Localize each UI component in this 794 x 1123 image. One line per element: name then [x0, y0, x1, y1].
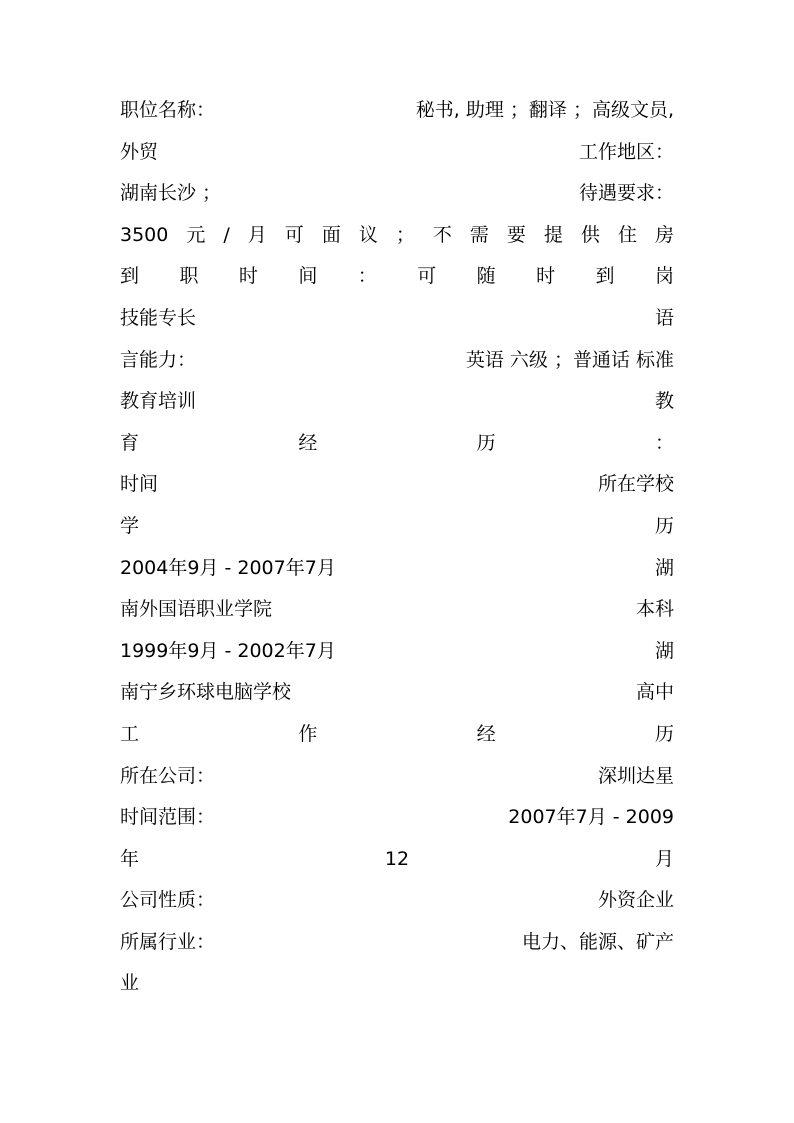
text-segment: 历 — [654, 514, 674, 537]
resume-text — [120, 90, 674, 1005]
text-segment: 外贸 — [120, 140, 159, 163]
text-line — [120, 381, 674, 423]
text-segment: 语 — [654, 306, 674, 329]
text-line — [120, 340, 674, 382]
text-segment: 间 — [298, 265, 318, 288]
text-segment: ： — [357, 265, 377, 288]
text-segment: 本科 — [635, 598, 674, 621]
text-segment: 到 — [120, 265, 140, 288]
text-segment: 所在学校 — [597, 473, 674, 496]
text-segment: 经 — [476, 722, 496, 745]
text-segment: 教育培训 — [120, 390, 197, 413]
text-line — [120, 506, 674, 548]
text-segment: 时 — [238, 265, 258, 288]
text-segment: 南宁乡环球电脑学校 — [120, 681, 292, 704]
text-line — [120, 839, 674, 881]
text-line — [120, 589, 674, 631]
text-segment: ； — [395, 223, 415, 246]
text-line — [120, 423, 674, 465]
text-line — [120, 132, 674, 174]
text-segment: 外资企业 — [597, 889, 674, 912]
text-segment: 可 — [284, 223, 304, 246]
text-line — [120, 963, 674, 1005]
text-line — [120, 631, 674, 673]
text-segment: 公司性质： — [120, 889, 216, 912]
text-line — [120, 298, 674, 340]
text-segment: 学 — [120, 514, 140, 537]
text-segment: 教 — [654, 390, 674, 413]
text-segment: 面 — [321, 223, 341, 246]
text-segment: 业 — [120, 972, 140, 995]
text-line — [120, 215, 674, 257]
text-line — [120, 256, 674, 298]
text-line — [120, 90, 674, 132]
text-line — [120, 173, 674, 215]
text-line — [120, 464, 674, 506]
text-segment: 待遇要求： — [578, 182, 674, 205]
text-segment: 月 — [654, 847, 674, 870]
text-segment: 住 — [617, 223, 637, 246]
text-segment: 元 — [186, 223, 206, 246]
text-segment: 所属行业： — [120, 930, 216, 953]
text-segment: 随 — [476, 265, 496, 288]
text-segment: 深圳达星 — [597, 764, 674, 787]
text-segment: 南外国语职业学院 — [120, 598, 273, 621]
text-segment: 到 — [595, 265, 615, 288]
text-segment: 高中 — [635, 681, 674, 704]
text-segment: 湖南长沙 ； — [120, 182, 222, 205]
text-segment: 年 — [120, 847, 140, 870]
text-segment: 工 — [120, 722, 140, 745]
text-segment: 历 — [476, 431, 496, 454]
text-segment: ： — [654, 431, 674, 454]
text-segment: 月 — [247, 223, 267, 246]
text-segment: 2004年9月 - 2007年7月 — [120, 556, 336, 579]
text-segment: 供 — [580, 223, 600, 246]
text-segment: 电力、能源、矿产 — [521, 930, 674, 953]
text-segment: 所在公司： — [120, 764, 216, 787]
text-segment: 时间范围： — [120, 806, 216, 829]
text-segment: 职位名称： — [120, 99, 216, 121]
text-line — [120, 922, 674, 964]
text-segment: 言能力： — [120, 348, 197, 371]
text-segment: 湖 — [654, 556, 674, 579]
text-segment: 岗 — [654, 265, 674, 288]
text-segment: 作 — [298, 722, 318, 745]
text-segment: 时间 — [120, 473, 159, 496]
text-segment: 1999年9月 - 2002年7月 — [120, 639, 336, 662]
text-segment: 育 — [120, 431, 140, 454]
text-segment: / — [223, 223, 230, 246]
text-segment: 技能专长 — [120, 306, 197, 329]
text-line — [120, 797, 674, 839]
text-line — [120, 880, 674, 922]
text-segment: 工作地区： — [578, 140, 674, 163]
text-segment: 历 — [654, 722, 674, 745]
text-segment: 时 — [536, 265, 556, 288]
text-segment: 经 — [298, 431, 318, 454]
text-segment: 房 — [654, 223, 674, 246]
text-segment: 要 — [506, 223, 526, 246]
text-segment: 2007年7月 - 2009 — [508, 806, 674, 829]
text-line — [120, 756, 674, 798]
text-segment: 需 — [469, 223, 489, 246]
text-segment: 12 — [384, 847, 410, 870]
text-line — [120, 714, 674, 756]
text-segment: 可 — [417, 265, 437, 288]
text-segment: 议 — [358, 223, 378, 246]
text-line — [120, 672, 674, 714]
text-segment: 提 — [543, 223, 563, 246]
text-segment: 湖 — [654, 639, 674, 662]
text-segment: 不 — [432, 223, 452, 246]
text-segment: 3500 — [120, 223, 169, 246]
text-segment: 职 — [179, 265, 199, 288]
text-line — [120, 548, 674, 590]
text-segment: 英语 六级 ；普通话 标准 — [465, 348, 674, 371]
text-segment: 秘书, 助理 ；翻译 ；高级文员, — [415, 99, 674, 121]
